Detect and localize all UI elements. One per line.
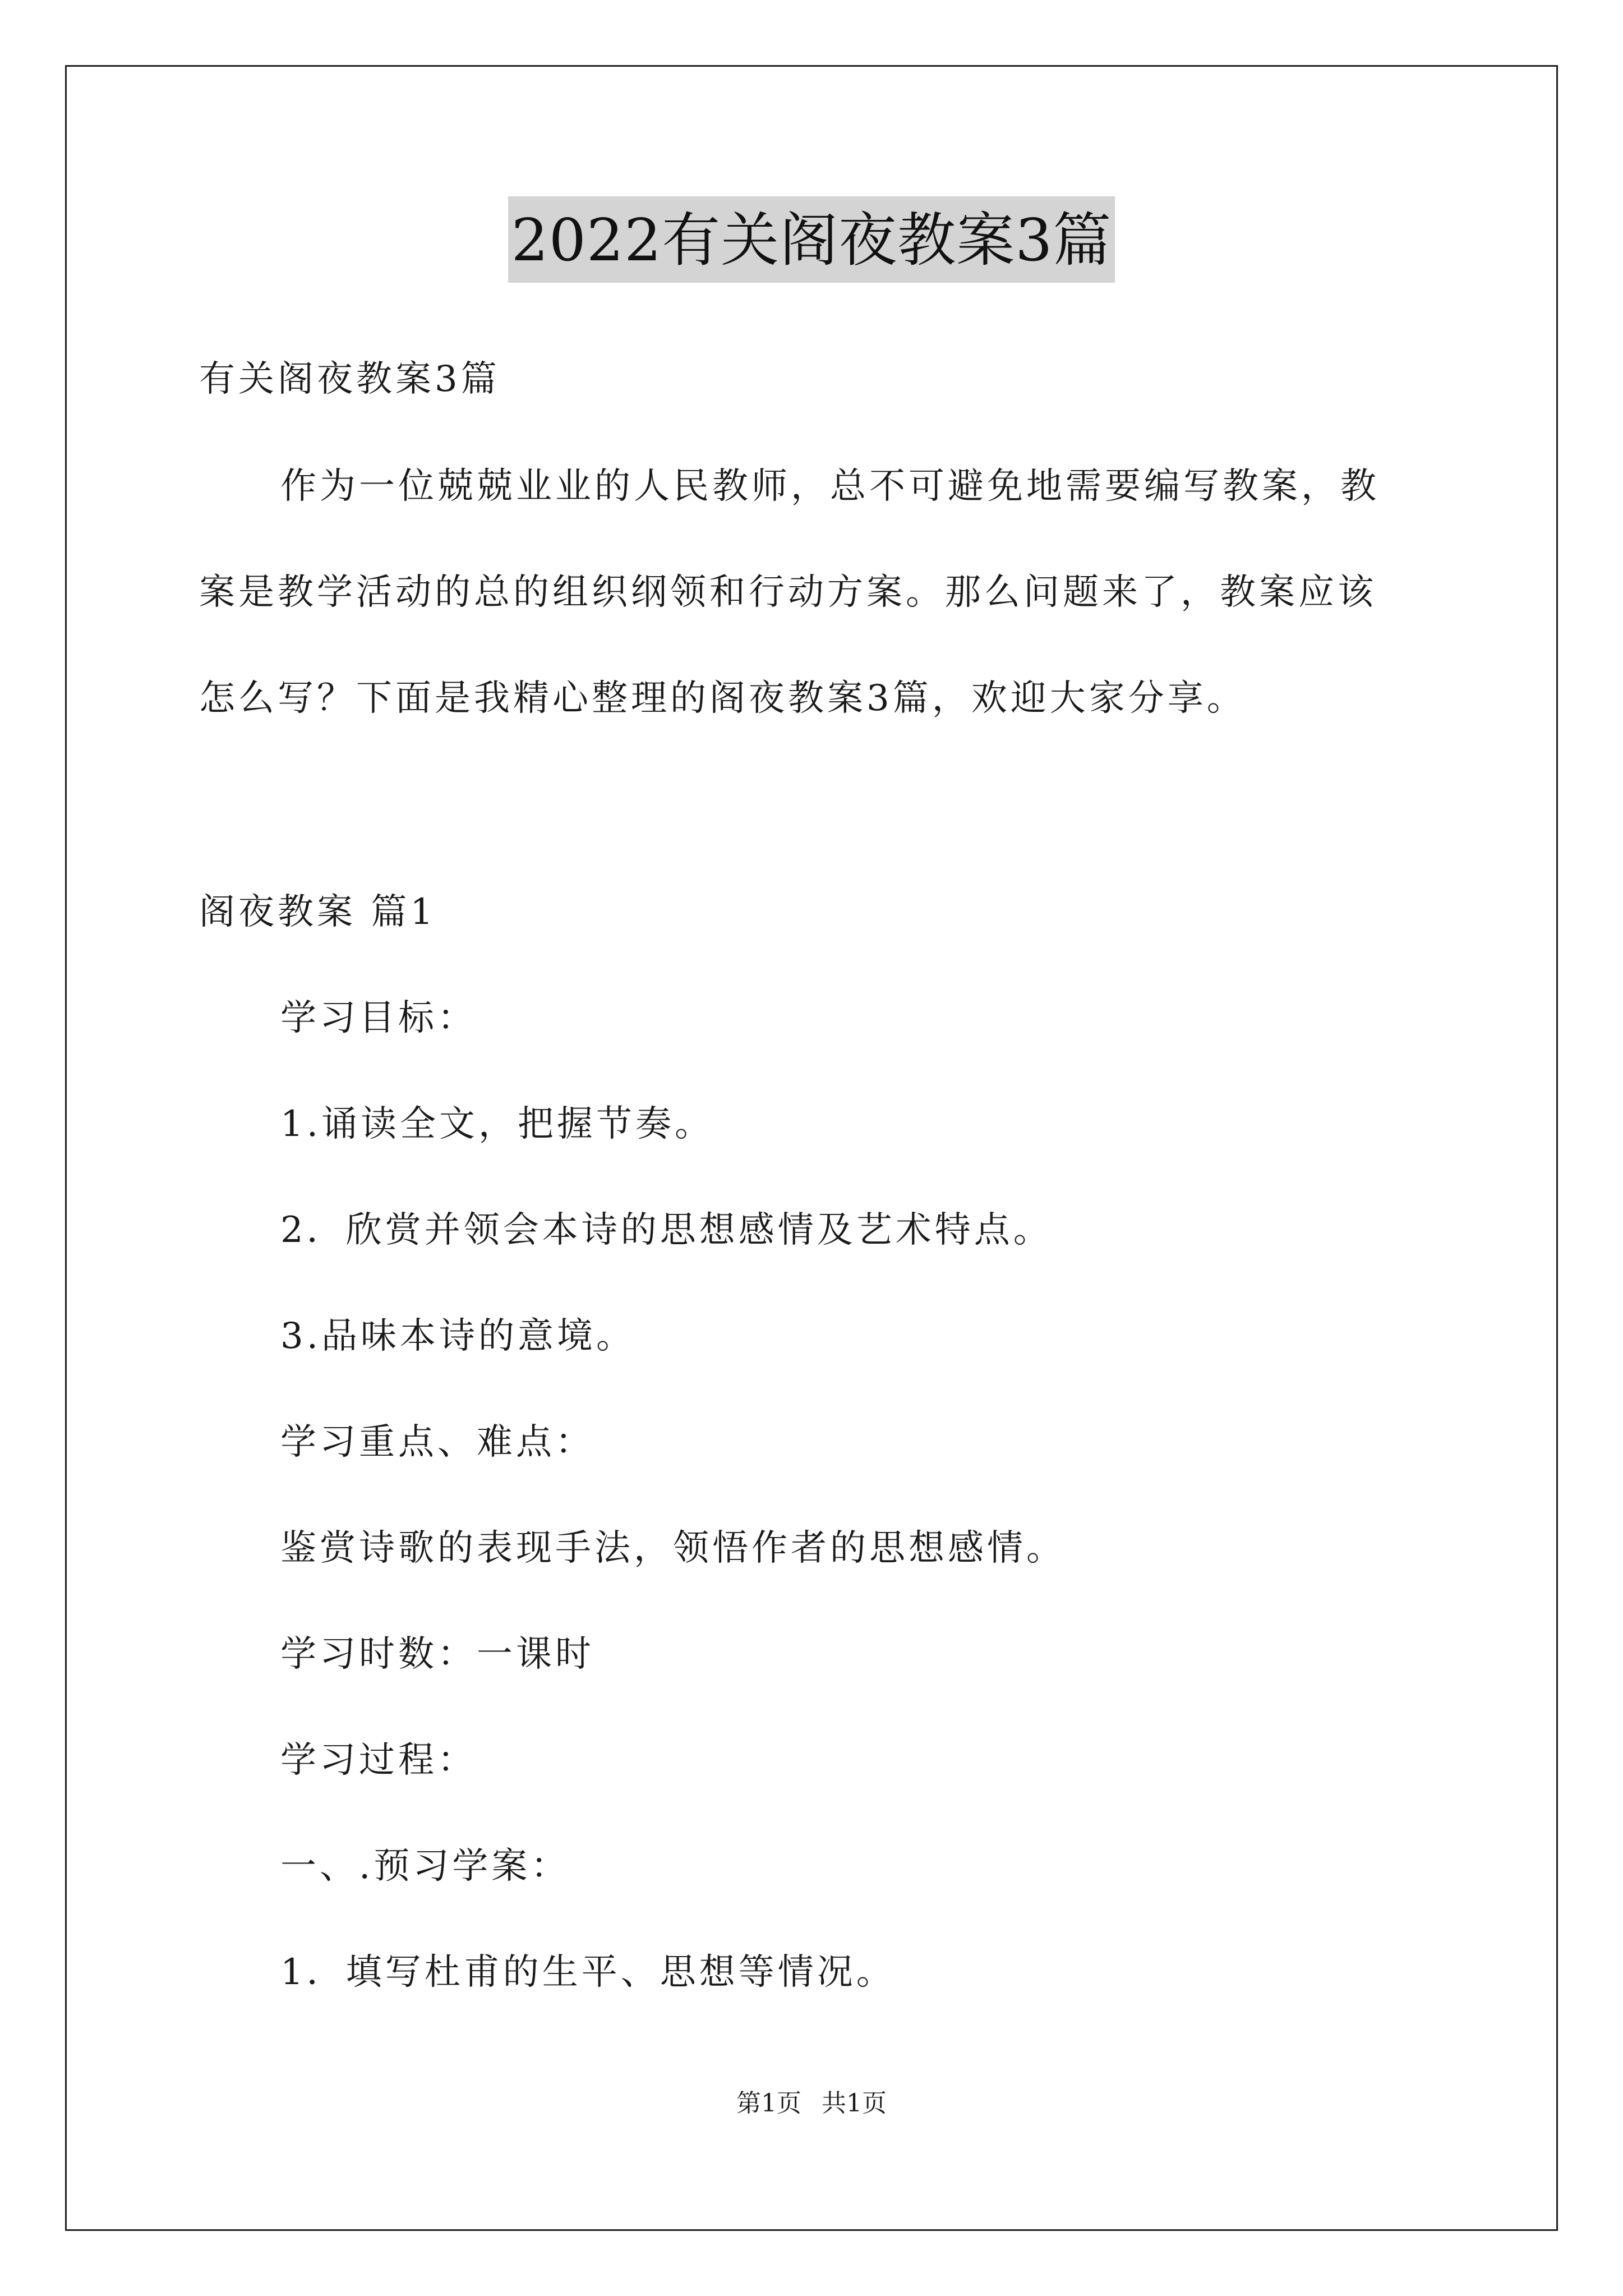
- subtitle: 有关阁夜教案3篇: [199, 358, 500, 400]
- body-line: 2．欣赏并领会本诗的思想感情及艺术特点。: [280, 1209, 1053, 1251]
- body-line: 学习重点、难点：: [280, 1421, 594, 1463]
- body-line: 鉴赏诗歌的表现手法，领悟作者的思想感情。: [280, 1527, 1066, 1569]
- intro-line-3: 怎么写？下面是我精心整理的阁夜教案3篇，欢迎大家分享。: [199, 678, 1246, 719]
- body-line: 一、.预习学案：: [280, 1846, 570, 1887]
- body-line: 3.品味本诗的意境。: [280, 1315, 636, 1357]
- body-line: 1．填写杜甫的生平、思想等情况。: [280, 1952, 896, 1993]
- intro-line-1: 作为一位兢兢业业的人民教师，总不可避免地需要编写教案，教: [280, 466, 1380, 507]
- body-line: 学习目标：: [280, 997, 477, 1039]
- section-heading: 阁夜教案 篇1: [199, 891, 437, 933]
- page-number: 第1页: [736, 2089, 801, 2118]
- body-line: 学习时数：一课时: [280, 1634, 594, 1675]
- body-line: 学习过程：: [280, 1740, 477, 1781]
- intro-line-2: 案是教学活动的总的组织纲领和行动方案。那么问题来了，教案应该: [199, 572, 1377, 613]
- title-container: [0, 196, 1623, 283]
- document-title: 2022有关阁夜教案3篇: [508, 196, 1115, 283]
- page-footer: [0, 2088, 1623, 2119]
- page-total: 共1页: [822, 2089, 887, 2118]
- body-line: 1.诵读全文，把握节奏。: [280, 1103, 714, 1145]
